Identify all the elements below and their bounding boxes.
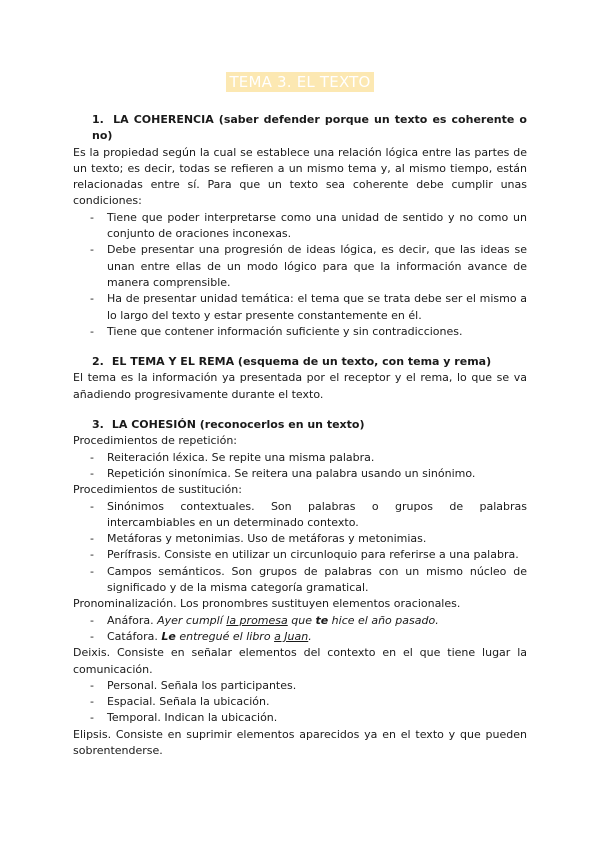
section-1-list bbox=[73, 210, 527, 340]
sustitucion-label: Procedimientos de sustitución: bbox=[73, 483, 242, 497]
pronominalizacion-label: Pronominalización. Los pronombres sustituyen elementos oracionales. bbox=[73, 597, 461, 611]
catafora-item: - Catáfora. Le entregué el libro a Juan. bbox=[90, 629, 312, 643]
section-2-number: 2. bbox=[92, 355, 104, 369]
section-3-heading bbox=[73, 417, 527, 433]
section-2-title: EL TEMA Y EL REMA (esquema de un texto, con tema y rema) bbox=[111, 355, 492, 369]
list-item: - Sinónimos contextuales. Son palabras o grupos de palabras intercambiables en un determinado contexto. bbox=[90, 499, 527, 529]
section-2-heading bbox=[73, 354, 527, 370]
repeticion-label: Procedimientos de repetición: bbox=[73, 434, 238, 448]
section-2-intro: El tema es la información ya presentada por el receptor y el rema, lo que se va añadiendo progresivamente durante el texto. bbox=[73, 371, 527, 401]
list-item: - Personal. Señala los participantes. bbox=[90, 678, 297, 692]
list-item: - Reiteración léxica. Se repite una misma palabra. bbox=[90, 450, 375, 464]
document-title: TEMA 3. EL TEXTO bbox=[226, 72, 373, 92]
section-3-number: 3. bbox=[92, 418, 104, 432]
section-3-title: LA COHESIÓN (reconocerlos en un texto) bbox=[111, 418, 365, 432]
sustitucion-list bbox=[73, 499, 527, 597]
title-wrap bbox=[0, 72, 600, 92]
list-item: - Espacial. Señala la ubicación. bbox=[90, 695, 270, 709]
section-1-number: 1. bbox=[92, 113, 104, 126]
elipsis-paragraph: Elipsis. Consiste en suprimir elementos aparecidos ya en el texto y que pueden sobrentenderse. bbox=[73, 727, 527, 757]
list-item: - Repetición sinonímica. Se reitera una palabra usando un sinónimo. bbox=[90, 466, 476, 480]
deixis-label: Deixis. Consiste en señalar elementos del contexto en el que tiene lugar la comunicación. bbox=[73, 646, 527, 676]
section-1-heading bbox=[73, 112, 527, 145]
list-item: - Ha de presentar unidad temática: el tema que se trata debe ser el mismo a lo largo del texto y estar presente constantemente en él. bbox=[90, 292, 527, 322]
repeticion-list bbox=[73, 450, 527, 483]
list-item: - Campos semánticos. Son grupos de palabras con un mismo núcleo de significado y de la misma categoría gramatical. bbox=[90, 564, 527, 595]
anafora-item: - Anáfora. Ayer cumplí la promesa que te hice el año pasado. bbox=[90, 613, 439, 627]
list-item: - Metáforas y metonimias. Uso de metáforas y metonimias. bbox=[90, 532, 427, 546]
list-item: - Debe presentar una progresión de ideas lógica, es decir, que las ideas se unan entre ellas de un modo lógico para que la información avance de manera comprensible. bbox=[90, 243, 527, 289]
document-body bbox=[73, 112, 527, 759]
list-item: - Perífrasis. Consiste en utilizar un circunloquio para referirse a una palabra. bbox=[90, 548, 519, 562]
section-1-intro: Es la propiedad según la cual se establece una relación lógica entre las partes de un texto; es decir, todas se refieren a un mismo tema y, al mismo tiempo, están relacionadas entre sí. Para que un texto sea coherente debe cumplir unas condiciones: bbox=[73, 145, 527, 208]
list-item: - Tiene que contener información suficiente y sin contradicciones. bbox=[90, 324, 463, 338]
list-item: - Temporal. Indican la ubicación. bbox=[90, 711, 278, 725]
pronominalizacion-list bbox=[73, 613, 527, 646]
list-item: - Tiene que poder interpretarse como una unidad de sentido y no como un conjunto de oraciones inconexas. bbox=[90, 210, 527, 241]
section-1-title: LA COHERENCIA (saber defender porque un texto es coherente o no) bbox=[92, 113, 527, 143]
deixis-list bbox=[73, 678, 527, 727]
